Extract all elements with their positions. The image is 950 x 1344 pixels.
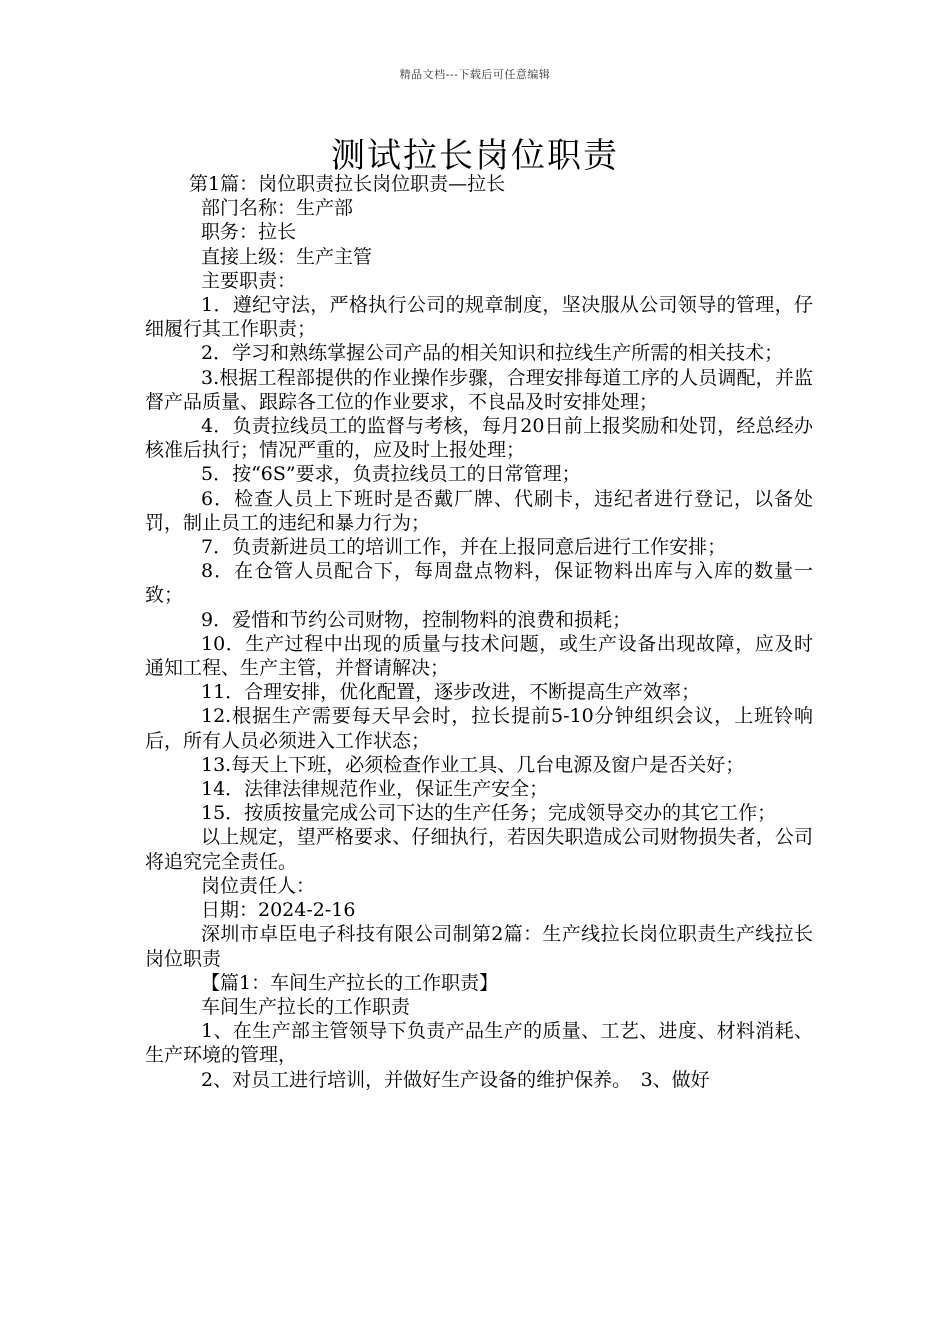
paragraph-duty-3: 3.根据工程部提供的作业操作步骤，合理安排每道工序的人员调配，并监督产品质量、跟踪各工位的作业要求，不良品及时安排处理； xyxy=(145,366,813,413)
paragraph-duty-12: 12.根据生产需要每天早会时，拉长提前5-10分钟组织会议，上班铃响后，所有人员必须进入工作状态； xyxy=(145,705,813,752)
paragraph-supervisor: 直接上级：生产主管 xyxy=(201,245,373,268)
paragraph-duty-11: 11．合理安排，优化配置，逐步改进，不断提高生产效率； xyxy=(201,681,701,704)
paragraph-duty-14: 14．法律法律规范作业，保证生产安全； xyxy=(201,778,549,801)
paragraph-closing-statement: 以上规定，望严格要求、仔细执行，若因失职造成公司财物损失者，公司将追究完全责任。 xyxy=(145,826,813,873)
paragraph-duty-2: 2．学习和熟练掌握公司产品的相关知识和拉线生产所需的相关技术； xyxy=(201,342,784,365)
paragraph-position: 职务：拉长 xyxy=(201,221,297,244)
paragraph-workshop-duty-2: 2、对员工进行培训，并做好生产设备的维护保养。 3、做好 xyxy=(201,1068,710,1091)
paragraph-duty-8: 8．在仓管人员配合下，每周盘点物料，保证物料出库与入库的数量一致； xyxy=(145,560,813,607)
paragraph-duty-5: 5．按“6S”要求，负责拉线员工的日常管理； xyxy=(201,463,581,486)
paragraph-duty-6: 6．检查人员上下班时是否戴厂牌、代刷卡，违纪者进行登记，以备处罚，制止员工的违纪和暴力行为； xyxy=(145,487,813,534)
paragraph-duty-15: 15．按质按量完成公司下达的生产任务；完成领导交办的其它工作； xyxy=(201,802,777,825)
paragraph-responsible-person: 岗位责任人： xyxy=(201,874,316,897)
page-title: 测试拉长岗位职责 xyxy=(331,136,619,176)
paragraph-section-1-heading: 第1篇：岗位职责拉长岗位职责—拉长 xyxy=(189,173,506,195)
paragraph-duty-7: 7．负责新进员工的培训工作，并在上报同意后进行工作安排； xyxy=(201,536,727,559)
page-header-note: 精品文档---下载后可任意编辑 xyxy=(399,68,551,81)
paragraph-duty-1: 1．遵纪守法，严格执行公司的规章制度，坚决服从公司领导的管理，仔细履行其工作职责； xyxy=(145,294,813,341)
paragraph-subsection-title: 车间生产拉长的工作职责 xyxy=(201,995,411,1018)
paragraph-subsection-heading: 【篇1：车间生产拉长的工作职责】 xyxy=(201,971,499,994)
paragraph-company-section-2: 深圳市卓臣电子科技有限公司制第2篇：生产线拉长岗位职责生产线拉长岗位职责 xyxy=(145,923,813,970)
paragraph-duty-10: 10．生产过程中出现的质量与技术问题，或生产设备出现故障，应及时通知工程、生产主管，并督请解决； xyxy=(145,632,813,680)
paragraph-date: 日期：2024-2-16 xyxy=(201,899,356,922)
paragraph-duty-13: 13.每天上下班，必须检查作业工具、几台电源及窗户是否关好； xyxy=(201,753,745,776)
paragraph-duty-4: 4．负责拉线员工的监督与考核，每月20日前上报奖励和处罚，经总经办核准后执行；情况严重的，应及时上报处理； xyxy=(145,415,813,462)
paragraph-workshop-duty-1: 1、在生产部主管领导下负责产品生产的质量、工艺、进度、材料消耗、生产环境的管理， xyxy=(145,1020,813,1067)
paragraph-duty-9: 9．爱惜和节约公司财物，控制物料的浪费和损耗； xyxy=(201,608,632,631)
paragraph-department: 部门名称：生产部 xyxy=(201,197,354,220)
paragraph-duties-heading: 主要职责： xyxy=(201,269,297,292)
document-body xyxy=(145,172,813,1092)
